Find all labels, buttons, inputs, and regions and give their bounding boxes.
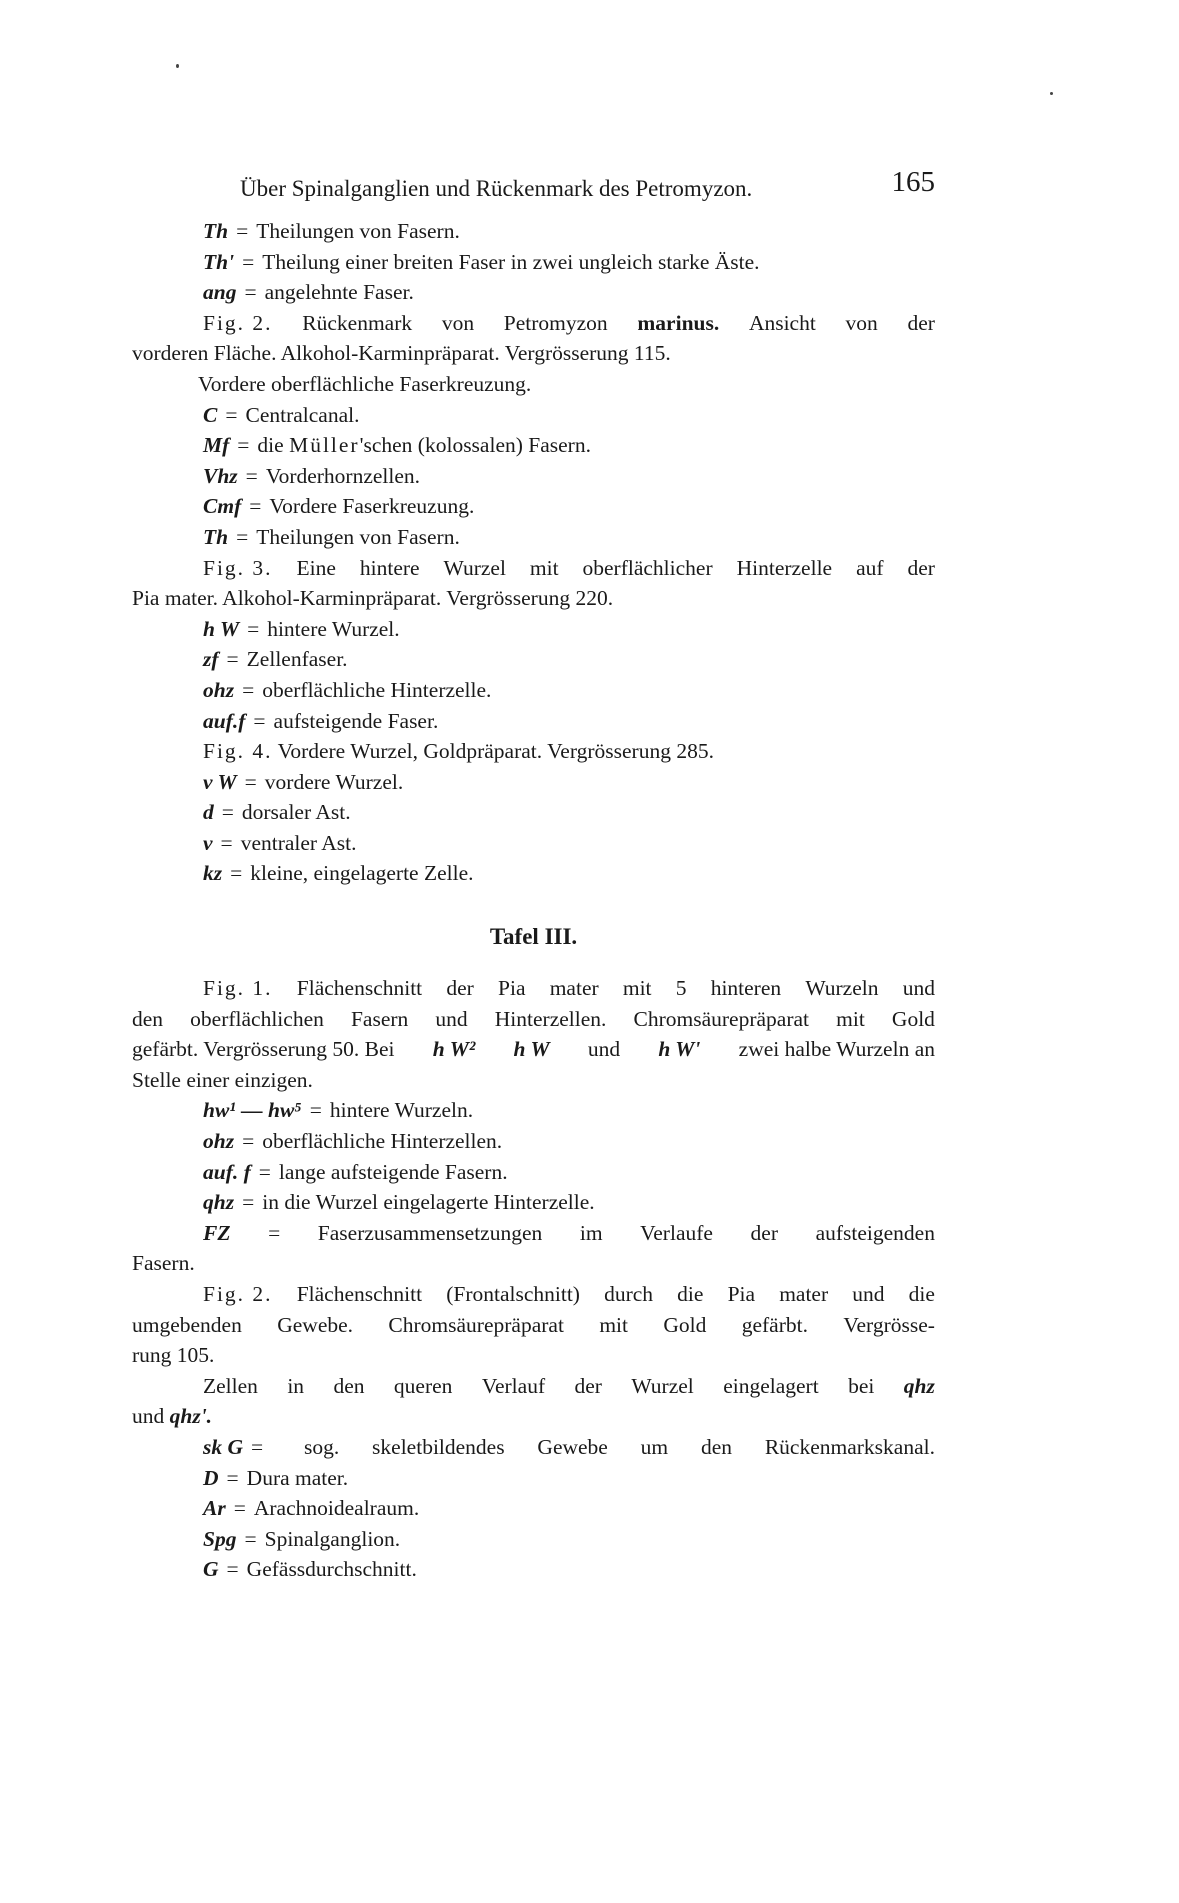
legend-ang (132, 277, 935, 308)
legend-text: ventraler Ast. (240, 830, 357, 855)
legend-symbol: auf. f (203, 1159, 251, 1184)
legend-symbol: kz (203, 861, 223, 886)
legend-symbol: hw¹ — hw⁵ (203, 1098, 302, 1123)
legend-auff (132, 706, 935, 737)
caption-word: den (132, 1006, 164, 1031)
caption-word: bei (848, 1373, 875, 1398)
caption-word: der (907, 555, 935, 580)
equals-sign: = (268, 1220, 281, 1245)
legend-text: Vordere Faserkreuzung. (269, 494, 475, 519)
caption-word: Gold (891, 1006, 935, 1031)
tafel3-fig1-line3 (132, 1034, 935, 1065)
tafel3-fig2-line3: rung 105. (132, 1343, 215, 1368)
legend-text: Gefässdurchschnitt. (246, 1557, 417, 1582)
caption-word: Petromyzon (503, 310, 608, 335)
legend-lead (203, 1432, 271, 1463)
legend-symbol: qhz (203, 1190, 235, 1215)
legend-text: Arachnoidealraum. (253, 1496, 420, 1521)
legend-symbol: h W (203, 616, 240, 641)
legend-d (132, 797, 935, 828)
legend-symbol: v W (203, 769, 237, 794)
legend-g (132, 1554, 935, 1585)
author-name: Müller (289, 433, 360, 458)
legend-mf (132, 430, 935, 461)
figure-label: Fig. 3. (203, 555, 273, 580)
legend-text: die (257, 433, 284, 458)
caption-word: und (587, 1037, 621, 1062)
legend-symbol: qhz (903, 1373, 935, 1398)
caption-word: Rückenmark (302, 310, 413, 335)
legend-auff-t3 (132, 1157, 935, 1188)
figure-label: Fig. 4. (203, 739, 273, 764)
legend-symbol: Spg (203, 1526, 237, 1551)
legend-symbol: Mf (203, 433, 230, 458)
equals-sign: = (237, 433, 250, 458)
caption-word: der (750, 1220, 778, 1245)
legend-symbol: zf (203, 647, 219, 672)
caption-word: Chromsäurepräparat (633, 1006, 810, 1031)
caption-word: Verlaufe (640, 1220, 713, 1245)
caption-word: mit (529, 555, 559, 580)
caption-word: sog. (303, 1434, 340, 1459)
legend-symbol: Ar (203, 1496, 226, 1521)
legend-text: Theilungen von Fasern. (256, 524, 460, 549)
fig2-subtitle: Vordere oberflächliche Faserkreuzung. (198, 371, 532, 396)
legend-symbol: sk G (203, 1434, 244, 1459)
caption-word: Eine (296, 555, 336, 580)
legend-text: Dura mater. (246, 1465, 349, 1490)
legend-symbol: auf.f (203, 708, 246, 733)
equals-sign: = (226, 1557, 239, 1582)
legend-symbol: D (203, 1465, 219, 1490)
legend-symbol: C (203, 402, 218, 427)
legend-symbol: Vhz (203, 463, 238, 488)
equals-sign: = (242, 677, 255, 702)
caption-word: mit (836, 1006, 865, 1031)
legend-symbol: v (203, 830, 213, 855)
section-gap (132, 955, 935, 973)
caption-word: mater (779, 1282, 829, 1306)
caption-word: Flächenschnitt (296, 976, 423, 1001)
caption-word: von (441, 310, 475, 335)
caption-word: mit (599, 1312, 628, 1337)
caption-word: hintere (359, 555, 420, 580)
caption-word: den (700, 1434, 733, 1459)
legend-text: kleine, eingelagerte Zelle. (250, 861, 474, 886)
caption-word: aufsteigenden (815, 1220, 935, 1245)
legend-text: angelehnte Faser. (264, 280, 414, 305)
legend-ohz-t3 (132, 1126, 935, 1157)
caption-text: gefärbt. Vergrösserung 50. Bei (132, 1037, 395, 1062)
legend-text: Spinalganglion. (264, 1526, 401, 1551)
caption-word: und (902, 976, 935, 1001)
tafel3-fig1-line4: Stelle einer einzigen. (132, 1067, 313, 1092)
legend-hw1-hw5 (132, 1095, 935, 1126)
caption-word: Chromsäurepräparat (388, 1312, 564, 1337)
caption-word: eingelagert (723, 1373, 819, 1398)
equals-sign: = (251, 1434, 264, 1459)
fig2-caption-line1 (132, 308, 935, 339)
legend-vhz (132, 461, 935, 492)
caption-word: Wurzel (443, 555, 506, 580)
caption-word: der (574, 1373, 602, 1398)
legend-vw (132, 767, 935, 798)
caption-word: oberflächlicher (582, 555, 713, 580)
equals-sign: = (247, 616, 260, 641)
caption-word: umgebenden (132, 1312, 242, 1337)
caption-word: Verlauf (481, 1373, 546, 1398)
legend-text: lange aufsteigende Fasern. (278, 1159, 508, 1184)
fig3-caption-line1 (132, 553, 935, 584)
legend-fz-continued: Fasern. (132, 1251, 195, 1276)
equals-sign: = (249, 494, 262, 519)
page-number: 165 (891, 166, 935, 198)
equals-sign: = (236, 524, 249, 549)
legend-text: aufsteigende Faser. (273, 708, 439, 733)
figure-label: Fig. 1. (203, 976, 273, 1001)
equals-sign: = (245, 463, 258, 488)
legend-symbol: h W² (432, 1037, 476, 1062)
caption-word: Gewebe (537, 1434, 608, 1459)
equals-sign: = (242, 249, 255, 274)
tafel3-fig2-line5 (132, 1401, 935, 1432)
equals-sign: = (244, 769, 257, 794)
legend-v (132, 828, 935, 859)
legend-symbol: Th (203, 219, 229, 243)
legend-symbol: ohz (203, 677, 235, 702)
equals-sign: = (226, 1465, 239, 1490)
equals-sign: = (242, 1129, 255, 1154)
caption-word: von (845, 310, 878, 335)
caption-word: marinus. (637, 310, 720, 335)
page-header (240, 166, 935, 206)
caption-word: auf (856, 555, 884, 580)
legend-symbol: FZ (203, 1220, 231, 1245)
caption-word: Wurzeln (805, 976, 879, 1001)
legend-text: Theilung einer breiten Faser in zwei ungleich starke Äste. (262, 249, 760, 274)
page-body (132, 216, 935, 1585)
tafel3-fig2-line4 (132, 1371, 935, 1402)
legend-symbol: h W (513, 1037, 550, 1062)
legend-symbol: qhz'. (169, 1404, 213, 1429)
legend-kz (132, 858, 935, 889)
caption-word: mater (549, 976, 599, 1001)
caption-word: Faserzusammensetzungen (317, 1220, 543, 1245)
caption-word: (Frontalschnitt) (446, 1282, 580, 1306)
caption-word: den (333, 1373, 365, 1398)
caption-word: queren (393, 1373, 453, 1398)
equals-sign: = (258, 1159, 271, 1184)
legend-text: Zellenfaser. (246, 647, 348, 672)
equals-sign: = (253, 708, 266, 733)
legend-symbol: Th (203, 524, 229, 549)
caption-word: Gold (663, 1312, 707, 1337)
caption-word: die (677, 1282, 704, 1306)
figure-label: Fig. 2. (203, 310, 273, 335)
legend-d-t3 (132, 1463, 935, 1494)
tafel3-fig1-line2 (132, 1004, 935, 1035)
equals-sign: = (309, 1098, 322, 1123)
caption-word: Hinterzelle (736, 555, 833, 580)
caption-word: hinteren (710, 976, 782, 1001)
legend-text: Vorderhornzellen. (265, 463, 421, 488)
legend-skg (132, 1432, 935, 1463)
legend-symbol: h W' (658, 1037, 701, 1062)
equals-sign: = (242, 1190, 255, 1215)
caption-word: um (640, 1434, 669, 1459)
caption-word: in (287, 1373, 305, 1398)
caption-word: skeletbildendes (372, 1434, 505, 1459)
caption-word: Zellen (203, 1373, 258, 1398)
section-title: Tafel III. (489, 924, 578, 950)
legend-cmf (132, 491, 935, 522)
legend-symbol: d (203, 800, 214, 825)
legend-text: dorsaler Ast. (241, 800, 351, 825)
caption-word: gefärbt. (741, 1312, 808, 1337)
fig3-caption-line2: Pia mater. Alkohol-Karminpräparat. Vergrösserung 220. (132, 586, 614, 611)
running-head: Über Spinalganglien und Rückenmark des Petromyzon. (240, 176, 753, 201)
legend-text: Theilungen von Fasern. (256, 219, 460, 243)
legend-symbol: Cmf (203, 494, 242, 519)
equals-sign: = (225, 402, 238, 427)
legend-qhz (132, 1187, 935, 1218)
equals-sign: = (220, 830, 233, 855)
caption-word: Ansicht (748, 310, 816, 335)
tafel3-fig1-line1 (132, 973, 935, 1004)
legend-symbol: Th' (203, 249, 235, 274)
equals-sign: = (244, 280, 257, 305)
caption-word: oberflächlichen (190, 1006, 324, 1031)
legend-text: vordere Wurzel. (264, 769, 404, 794)
scan-speck-left (176, 64, 179, 68)
legend-text: hintere Wurzel. (267, 616, 400, 641)
caption-word: der (446, 976, 474, 1001)
fig2-caption-line2: vorderen Fläche. Alkohol-Karminpräparat. Vergrösserung 115. (132, 341, 671, 366)
legend-text: oberflächliche Hinterzellen. (262, 1129, 503, 1154)
caption-word: die (908, 1282, 935, 1306)
legend-text: 'schen (kolossalen) Fasern. (359, 433, 591, 458)
tafel3-fig2-line1 (132, 1279, 935, 1310)
caption-word: Rückenmarkskanal. (764, 1434, 935, 1459)
caption-word: Flächenschnitt (296, 1282, 423, 1306)
equals-sign: = (226, 647, 239, 672)
caption-word: der (907, 310, 935, 335)
equals-sign: = (221, 800, 234, 825)
fig4-caption-line1 (132, 736, 935, 767)
legend-fz (132, 1218, 935, 1249)
equals-sign: = (236, 219, 249, 243)
legend-hw (132, 614, 935, 645)
tafel3-fig2-line2 (132, 1310, 935, 1341)
legend-text: hintere Wurzeln. (329, 1098, 474, 1123)
legend-zf (132, 644, 935, 675)
caption-word: Pia (727, 1282, 756, 1306)
legend-ar (132, 1493, 935, 1524)
legend-text: in die Wurzel eingelagerte Hinterzelle. (262, 1190, 595, 1215)
caption-word: Pia (498, 976, 526, 1001)
legend-symbol: G (203, 1557, 219, 1582)
caption-word: Fasern (350, 1006, 409, 1031)
equals-sign: = (230, 861, 243, 886)
legend-th-prime (132, 247, 935, 278)
equals-sign: = (233, 1496, 246, 1521)
legend-text: Centralcanal. (245, 402, 360, 427)
caption-word: mit (622, 976, 652, 1001)
caption-word: und (435, 1006, 468, 1031)
legend-text: oberflächliche Hinterzelle. (262, 677, 492, 702)
equals-sign: = (244, 1526, 257, 1551)
caption-word: und (132, 1404, 165, 1429)
section-gap (132, 889, 935, 919)
caption-word: 5 (675, 976, 687, 1001)
legend-ohz (132, 675, 935, 706)
caption-word: Vergrösse- (843, 1312, 935, 1337)
caption-word: und (852, 1282, 885, 1306)
caption-word: im (579, 1220, 603, 1245)
legend-th-fig2 (132, 522, 935, 553)
legend-spg (132, 1524, 935, 1555)
scan-speck-right (1050, 92, 1053, 95)
legend-symbol: ang (203, 280, 237, 305)
caption-word: Hinterzellen. (494, 1006, 607, 1031)
legend-th (132, 216, 935, 247)
caption-word: durch (604, 1282, 654, 1306)
legend-symbol: ohz (203, 1129, 235, 1154)
figure-label: Fig. 2. (203, 1282, 273, 1306)
caption-text: zwei halbe Wurzeln an (738, 1037, 935, 1062)
caption-text: Vordere Wurzel, Goldpräparat. Vergrösserung 285. (277, 739, 714, 764)
caption-word: Gewebe. (277, 1312, 354, 1337)
caption-word: Wurzel (631, 1373, 694, 1398)
legend-c (132, 400, 935, 431)
